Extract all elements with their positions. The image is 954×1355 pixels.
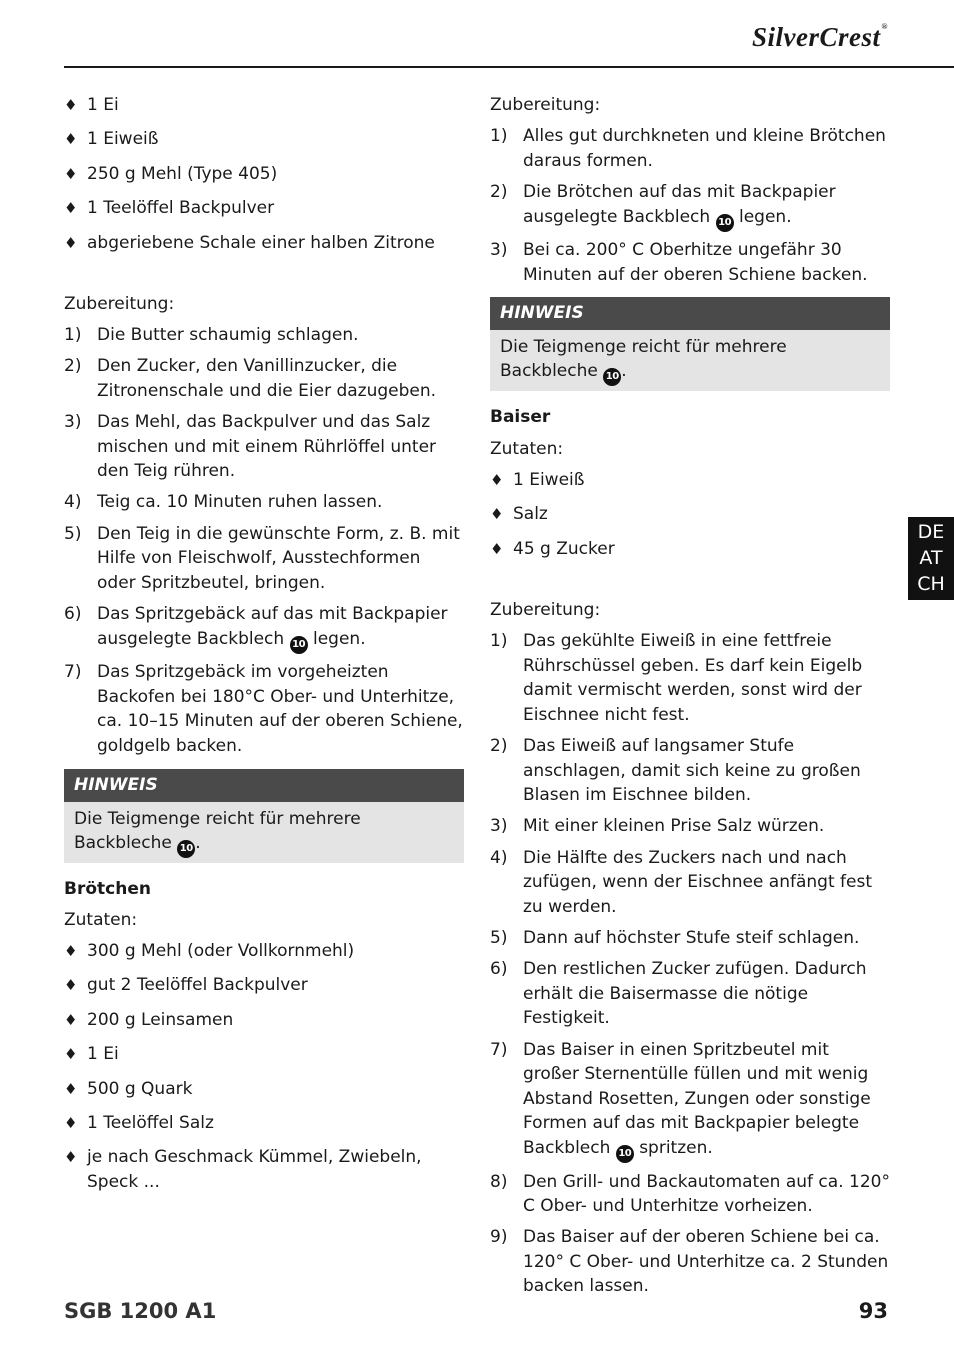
step-number: 1): [490, 631, 508, 652]
step-number: 1): [64, 325, 82, 346]
diamond-bullet-icon: ♦: [490, 539, 504, 558]
step-item: [490, 814, 890, 839]
step-item: [490, 1038, 890, 1163]
step-item: [64, 602, 464, 654]
ingredient-list: [490, 468, 890, 561]
list-item: [64, 196, 464, 221]
note-title: HINWEIS: [64, 769, 464, 802]
list-item-text: 1 Eiweiß: [87, 129, 159, 150]
diamond-bullet-icon: ♦: [64, 1113, 78, 1132]
page-number: 93: [858, 1299, 888, 1323]
prep-label: Zubereitung:: [490, 599, 601, 620]
right-column: [490, 93, 890, 1306]
list-item: [490, 468, 890, 493]
diamond-bullet-icon: ♦: [64, 941, 78, 960]
list-item: [64, 1008, 464, 1033]
lang-de: DE: [917, 521, 945, 543]
step-text: Den Grill- und Backautomaten auf ca. 120° C Ober- und Unterhitze vorheizen.: [523, 1171, 890, 1217]
step-item: [64, 410, 464, 484]
diamond-bullet-icon: ♦: [490, 470, 504, 489]
language-tab: [908, 517, 954, 600]
step-item: [64, 660, 464, 758]
step-number: 7): [490, 1039, 508, 1060]
note-title: HINWEIS: [490, 297, 890, 330]
note-text: Die Teigmenge reicht für mehrere Backbleche 10 .: [64, 802, 464, 863]
list-item-text: je nach Geschmack Kümmel, Zwiebeln, Speck ...: [87, 1147, 422, 1192]
left-column: [64, 93, 464, 1204]
step-item: [490, 124, 890, 173]
step-text: Das Baiser auf der oberen Schiene bei ca. 120° C Ober- und Unterhitze ca. 2 Stunden backen lassen.: [523, 1227, 889, 1297]
step-item: [490, 238, 890, 287]
diamond-bullet-icon: ♦: [64, 96, 78, 114]
diamond-bullet-icon: ♦: [64, 976, 78, 995]
step-item: [490, 180, 890, 232]
step-text: Das Spritzgebäck im vorgeheizten Backofen bei 180°C Ober- und Unterhitze, ca. 10–15 Minuten auf der oberen Schiene, goldgelb backen.: [97, 662, 463, 757]
list-item: [64, 127, 464, 152]
list-item: [64, 162, 464, 187]
list-item-text: Salz: [513, 504, 548, 525]
ingredient-list: [64, 939, 464, 1195]
section-title: Brötchen: [64, 878, 151, 899]
list-item-text: 45 g Zucker: [513, 538, 615, 559]
step-number: 1): [490, 126, 508, 147]
step-item: [490, 846, 890, 920]
prep-label: Zubereitung:: [490, 95, 601, 115]
list-item-text: 1 Teelöffel Salz: [87, 1112, 214, 1133]
header-rule: [64, 66, 954, 68]
diamond-bullet-icon: ♦: [64, 130, 78, 149]
step-number: 6): [490, 959, 508, 980]
step-list: [490, 124, 890, 287]
step-number: 3): [490, 240, 508, 261]
list-item-text: 1 Ei: [87, 95, 119, 115]
step-number: 4): [490, 847, 508, 868]
list-item: [64, 1111, 464, 1136]
step-item: [490, 629, 890, 727]
ingredients-label: Zutaten:: [490, 438, 564, 459]
list-item: [490, 502, 890, 527]
list-item: [64, 1077, 464, 1102]
list-item: [64, 973, 464, 998]
ingredient-list: [64, 93, 464, 255]
step-item: [490, 734, 890, 808]
step-text: Die Butter schaumig schlagen.: [97, 325, 359, 346]
diamond-bullet-icon: ♦: [490, 505, 504, 524]
step-text: Dann auf höchster Stufe steif schlagen.: [523, 927, 860, 948]
reference-number-icon: 10: [716, 214, 734, 232]
step-text: Das gekühlte Eiweiß in eine fettfreie Rührschüssel geben. Es darf kein Eigelb damit vermischt werden, sonst wird der Eischnee nicht fest.: [523, 631, 863, 725]
step-text: Den restlichen Zucker zufügen. Dadurch erhält die Baisermasse die nötige Festigkeit.: [523, 959, 867, 1029]
step-number: 3): [64, 412, 82, 433]
step-item: [490, 957, 890, 1031]
step-text: Das Spritzgebäck auf das mit Backpapier ausgelegte Backblech 10 legen.: [97, 602, 464, 654]
diamond-bullet-icon: ♦: [64, 233, 78, 252]
list-item-text: 300 g Mehl (oder Vollkornmehl): [87, 940, 355, 961]
list-item-text: 200 g Leinsamen: [87, 1009, 234, 1030]
list-item: [64, 231, 464, 256]
step-number: 2): [490, 736, 508, 757]
step-text: Das Baiser in einen Spritzbeutel mit großer Sternentülle füllen und mit wenig Abstand Rosetten, Zungen oder sonstige Formen auf das mit Backpapier belegte Backblech 10 spritzen.: [523, 1038, 890, 1163]
diamond-bullet-icon: ♦: [64, 164, 78, 183]
list-item-text: 1 Ei: [87, 1044, 119, 1065]
step-number: 5): [490, 927, 508, 948]
step-item: [64, 323, 464, 348]
list-item-text: 1 Teelöffel Backpulver: [87, 198, 275, 219]
note-box: [490, 297, 890, 391]
step-number: 5): [64, 523, 82, 544]
list-item: [64, 939, 464, 964]
step-item: [64, 490, 464, 515]
prep-label: Zubereitung:: [64, 293, 175, 314]
step-item: [64, 354, 464, 403]
diamond-bullet-icon: ♦: [64, 1045, 78, 1064]
brand-logo: SilverCrest®: [752, 22, 888, 52]
list-item-text: gut 2 Teelöffel Backpulver: [87, 975, 308, 996]
step-number: 4): [64, 492, 82, 513]
step-text: Das Mehl, das Backpulver und das Salz mischen und mit einem Rührlöffel unter den Teig rühren.: [97, 412, 437, 482]
lang-ch: CH: [917, 573, 945, 595]
diamond-bullet-icon: ♦: [64, 1079, 78, 1098]
step-text: Teig ca. 10 Minuten ruhen lassen.: [97, 492, 383, 513]
step-item: [490, 926, 890, 951]
reference-number-icon: 10: [603, 368, 621, 386]
step-number: 8): [490, 1171, 508, 1192]
lang-at: AT: [919, 547, 943, 569]
list-item-text: 500 g Quark: [87, 1078, 193, 1099]
diamond-bullet-icon: ♦: [64, 199, 78, 218]
step-text: Den Teig in die gewünschte Form, z. B. mit Hilfe von Fleischwolf, Ausstechformen oder Spritzbeutel, bringen.: [97, 523, 460, 593]
step-number: 7): [64, 662, 82, 683]
ingredients-label: Zutaten:: [64, 909, 138, 930]
list-item-text: 250 g Mehl (Type 405): [87, 163, 278, 184]
model-number: SGB 1200 A1: [64, 1299, 217, 1323]
step-list: [64, 323, 464, 758]
diamond-bullet-icon: ♦: [64, 1148, 78, 1167]
reference-number-icon: 10: [290, 636, 308, 654]
list-item: [490, 537, 890, 562]
step-number: 2): [490, 181, 508, 202]
step-item: [64, 522, 464, 596]
reference-number-icon: 10: [177, 840, 195, 858]
step-number: 3): [490, 816, 508, 837]
list-item: [64, 93, 464, 118]
step-text: Mit einer kleinen Prise Salz würzen.: [523, 816, 825, 837]
reference-number-icon: 10: [616, 1145, 634, 1163]
step-item: [490, 1170, 890, 1219]
section-title: Baiser: [490, 407, 551, 428]
step-number: 9): [490, 1227, 508, 1248]
step-text: Den Zucker, den Vanillinzucker, die Zitronenschale und die Eier dazugeben.: [97, 356, 437, 401]
step-text: Die Hälfte des Zuckers nach und nach zufügen, wenn der Eischnee anfängt fest zu werden.: [523, 847, 872, 917]
step-number: 6): [64, 604, 82, 625]
list-item: [64, 1145, 464, 1194]
list-item-text: abgeriebene Schale einer halben Zitrone: [87, 232, 435, 253]
note-box: [64, 769, 464, 863]
step-text: Das Eiweiß auf langsamer Stufe anschlagen, damit sich keine zu großen Blasen im Eischnee bilden.: [523, 736, 861, 806]
step-text: Bei ca. 200° C Oberhitze ungefähr 30 Minuten auf der oberen Schiene backen.: [523, 240, 868, 285]
list-item-text: 1 Eiweiß: [513, 469, 585, 490]
step-item: [490, 1225, 890, 1299]
note-text: Die Teigmenge reicht für mehrere Backbleche 10 .: [490, 330, 890, 391]
step-text: Die Brötchen auf das mit Backpapier ausgelegte Backblech 10 legen.: [523, 180, 890, 232]
step-number: 2): [64, 356, 82, 377]
diamond-bullet-icon: ♦: [64, 1010, 78, 1029]
step-text: Alles gut durchkneten und kleine Brötchen daraus formen.: [523, 126, 886, 171]
step-list: [490, 629, 890, 1299]
list-item: [64, 1042, 464, 1067]
